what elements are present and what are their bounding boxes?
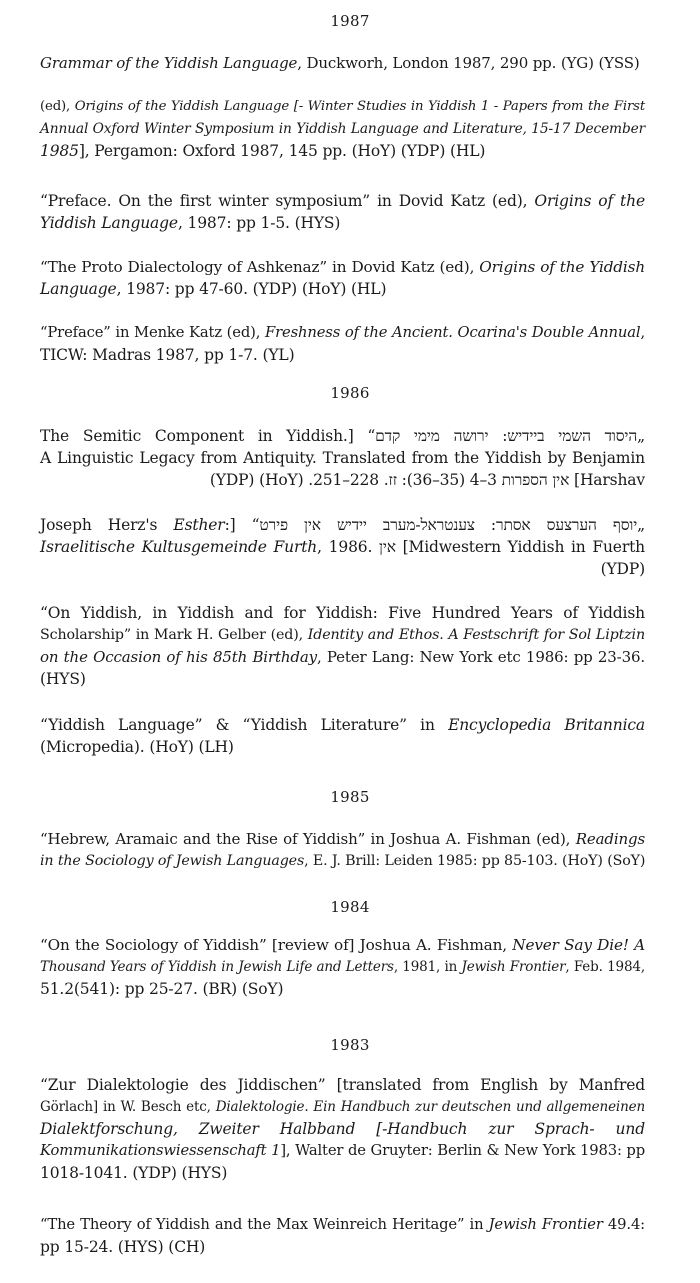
year-heading-1986: 1986 (330, 384, 370, 402)
entry-text: , E. J. Brill: Leiden 1985: pp 85-103. (HoY) (SoY) (304, 853, 646, 869)
entry-text: “On the Sociology of Yiddish” [review of] Joshua A. Fishman, (40, 936, 513, 954)
entry-text: (ed), (40, 99, 75, 114)
year-heading-1985: 1985 (330, 788, 370, 806)
hebrew-citation: Harshav] אין הספרות 3–4 (35–36): זז. 228–251. (HoY) (YDP) (209, 471, 645, 489)
entry-title: in the Sociology of Jewish Languages (40, 853, 305, 869)
entry-text: (Micropedia). (HoY) (LH) (40, 738, 234, 756)
entry-text: A Linguistic Legacy from Antiquity. Translated from the Yiddish by Benjamin (40, 449, 645, 467)
entry-title: Dialektforschung, Zweiter Halbband [-Handbuch zur Sprach- und (40, 1120, 645, 1138)
entry-journal: Jewish Frontier (488, 1216, 603, 1233)
entry-title: Yiddish Language (40, 214, 178, 232)
entry-text: Joseph Herz's (40, 516, 174, 534)
bib-entry-theory-of-yiddish (40, 1214, 645, 1258)
entry-title: Identity and Ethos. A Festschrift for Sol Liptzin (307, 627, 645, 643)
entry-text: “Preface. On the first winter symposium” in Dovid Katz (ed), (40, 192, 535, 210)
entry-text: , Duckworh, London 1987, 290 pp. (YG) (YSS) (297, 54, 640, 72)
entry-text: , 1987: pp 1-5. (HYS) (177, 214, 341, 232)
entry-text: 51.2(541): pp 25-27. (BR) (SoY) (40, 980, 284, 998)
bib-entry-proto-dialectology (40, 256, 645, 300)
entry-text: ], Walter de Gruyter: Berlin & New York 1983: pp (280, 1142, 645, 1159)
entry-text: , 1981, in (393, 959, 462, 975)
entry-text: 1018-1041. (YDP) (HYS) (40, 1164, 228, 1182)
entry-text: , 1987: pp 47-60. (YDP) (HoY) (HL) (116, 280, 387, 298)
entry-text: (YDP) (600, 560, 645, 578)
year-heading-1983: 1983 (330, 1036, 370, 1054)
entry-text: , (640, 324, 645, 341)
bib-entry-preface-ocarina (40, 322, 645, 366)
entry-title: Thousand Years of Yiddish in Jewish Life and Letters (40, 959, 394, 975)
entry-title: Origins of the (534, 192, 645, 210)
entry-text: Görlach] in W. Besch etc, (40, 1099, 216, 1115)
bib-entry-herz-esther (40, 514, 645, 580)
bib-entry-hebrew-aramaic (40, 828, 645, 872)
bib-entry-britannica (40, 714, 645, 758)
entry-journal: Jewish Frontier (461, 959, 566, 975)
entry-text: 49.4: (602, 1216, 645, 1233)
hebrew-title: „היסוד השמי ביידיש: ירושה מימי קדם“ (367, 427, 645, 445)
entry-title: Dialektologie. Ein Handbuch zur deutschen und allgemeneinen (215, 1099, 646, 1115)
entry-text: Scholarship” in Mark H. Gelber (ed), (40, 627, 308, 643)
entry-text: “On Yiddish, in Yiddish and for Yiddish: Five Hundred Years of Yiddish (40, 604, 645, 622)
entry-title: Never Say Die! A (512, 936, 645, 954)
entry-title: on the Occasion of his 85th Birthday (40, 648, 317, 666)
entry-text: The Semitic Component in Yiddish.] (40, 427, 368, 445)
bib-entry-origins (40, 96, 645, 162)
bib-entry-grammar (40, 52, 645, 74)
bib-entry-semitic-component (40, 425, 645, 491)
year-heading-1984: 1984 (330, 898, 370, 916)
entry-title: Israelitische Kultusgemeinde Furth (40, 538, 318, 556)
entry-title: Encyclopedia Britannica (448, 716, 645, 734)
entry-text: (HYS) (40, 670, 86, 688)
entry-text: , 1986. אין [Midwestern Yiddish in Fuerth (317, 538, 646, 556)
entry-title: Annual Oxford Winter Symposium in Yiddish Language and Literature, 15-17 December (40, 121, 645, 137)
bib-entry-on-yiddish (40, 602, 645, 690)
entry-text: “Hebrew, Aramaic and the Rise of Yiddish” in Joshua A. Fishman (ed), (40, 830, 576, 848)
entry-text: “Preface” in Menke Katz (ed), (40, 324, 266, 341)
entry-text: , Feb. 1984, (565, 959, 645, 975)
entry-title: 1985 (40, 142, 79, 160)
entry-title: Freshness of the Ancient. Ocarina's Double Annual (265, 324, 641, 341)
entry-text: TICW: Madras 1987, pp 1-7. (YL) (40, 346, 295, 364)
entry-text: pp 15-24. (HYS) (CH) (40, 1238, 206, 1256)
entry-text: :] (224, 516, 252, 534)
entry-text: “Yiddish Language” & “Yiddish Literature” in (40, 716, 449, 734)
year-heading-1987: 1987 (330, 12, 370, 30)
bib-entry-sociology-review (40, 934, 645, 1000)
bib-entry-preface-symposium (40, 190, 645, 234)
entry-title: Esther (173, 516, 225, 534)
entry-title: Origins of the Yiddish (479, 258, 645, 276)
bib-entry-dialektologie (40, 1074, 645, 1184)
entry-title: Readings (575, 830, 645, 848)
entry-title: Origins of the Yiddish Language [- Winter Studies in Yiddish 1 - Papers from the First (74, 99, 646, 114)
entry-text: “The Theory of Yiddish and the Max Weinreich Heritage” in (40, 1216, 489, 1233)
entry-text: ], Pergamon: Oxford 1987, 145 pp. (HoY) (YDP) (HL) (78, 142, 486, 160)
entry-text: “Zur Dialektologie des Jiddischen” [translated from English by Manfred (40, 1076, 645, 1094)
entry-title: Language (40, 280, 117, 298)
entry-title: Grammar of the Yiddish Language (40, 54, 298, 72)
entry-text: “The Proto Dialectology of Ashkenaz” in Dovid Katz (ed), (40, 258, 480, 276)
hebrew-title: „יוסף הערצעס אסתר: צענטראל-מערב יידיש אין פירט“ (251, 516, 645, 534)
entry-text: , Peter Lang: New York etc 1986: pp 23-36. (316, 648, 645, 666)
entry-title: Kommunikationswiessenschaft 1 (40, 1142, 281, 1159)
